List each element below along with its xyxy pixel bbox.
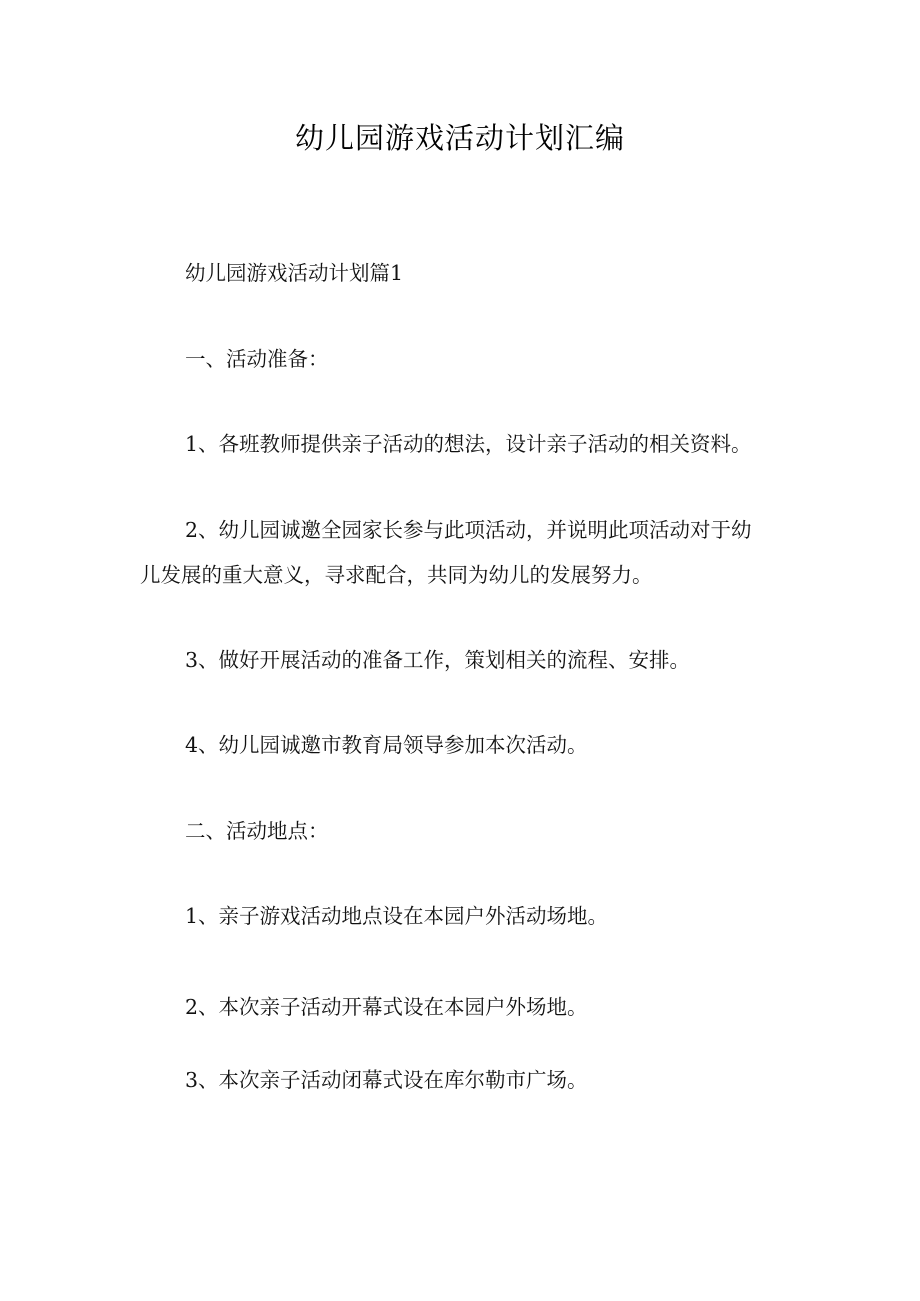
part2-heading: 二、活动地点：	[185, 819, 329, 843]
section-heading: 幼儿园游戏活动计划篇1	[185, 261, 404, 285]
part1-item-4: 4、幼儿园诚邀市教育局领导参加本次活动。	[185, 733, 588, 757]
part2-item-2: 2、本次亲子活动开幕式设在本园户外场地。	[185, 995, 588, 1019]
part2-item-3: 3、本次亲子活动闭幕式设在库尔勒市广场。	[185, 1068, 588, 1092]
part1-item-2-continuation: 儿发展的重大意义，寻求配合，共同为幼儿的发展努力。	[140, 563, 653, 587]
part1-item-2: 2、幼儿园诚邀全园家长参与此项活动，并说明此项活动对于幼	[185, 518, 752, 542]
part2-item-1: 1、亲子游戏活动地点设在本园户外活动场地。	[185, 904, 609, 928]
part1-item-3: 3、做好开展活动的准备工作，策划相关的流程、安排。	[185, 648, 691, 672]
document-title: 幼儿园游戏活动计划汇编	[294, 121, 625, 155]
part1-heading: 一、活动准备：	[185, 347, 329, 371]
part1-item-1: 1、各班教师提供亲子活动的想法，设计亲子活动的相关资料。	[185, 432, 752, 456]
